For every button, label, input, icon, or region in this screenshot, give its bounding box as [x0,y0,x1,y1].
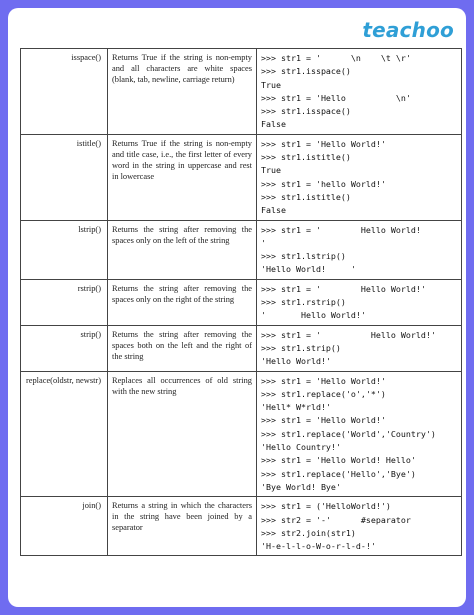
method-name-cell: replace(oldstr, newstr) [21,371,108,497]
method-name-cell: join() [21,497,108,556]
table-row [21,497,462,556]
method-description-cell: Returns a string in which the characters in the string have been joined by a separator [108,497,257,556]
code-line: True [261,165,281,176]
code-line: >>> str1.replace('o','*') [261,388,386,399]
code-line: 'H-e-l-l-o-W-o-r-l-d-!' [261,541,376,552]
document-sheet [8,8,466,607]
code-line: ' Hello World!' [261,310,366,321]
table-row [21,279,462,325]
method-name-cell: istitle() [21,134,108,220]
method-description-cell: Returns the string after removing the spaces both on the left and the right of the string [108,325,257,371]
code-line: >>> str1 = ' Hello World!' [261,329,436,340]
example-code-cell [257,220,462,279]
code-line: >>> str1 = 'Hello \n' [261,92,411,103]
code-line: 'Hello World! ' [261,264,356,275]
code-line: >>> str1.rstrip() [261,297,346,308]
code-line: 'Hello Country!' [261,442,341,453]
code-line: 'Hello World!' [261,356,331,367]
code-line: >>> str2.join(str1) [261,527,356,538]
table-row [21,134,462,220]
code-line: >>> str1 = 'hello World!' [261,178,386,189]
code-line: >>> str1 = ' Hello World!' [261,283,426,294]
code-line: >>> str1 = ('HelloWorld!') [261,501,391,512]
method-name-cell: isspace() [21,49,108,135]
code-line: >>> str1.replace('World','Country') [261,428,436,439]
method-description-cell: Returns True if the string is non-empty and title case, i.e., the first letter of every word in the string in uppercase and rest in lowercase [108,134,257,220]
table-row [21,220,462,279]
example-code-cell [257,371,462,497]
code-line: ' [261,237,266,248]
method-name-cell: rstrip() [21,279,108,325]
code-line: >>> str1.isspace() [261,66,351,77]
method-description-cell: Returns True if the string is non-empty and all characters are white spaces (blank, tab, newline, carriage return) [108,49,257,135]
code-line: >>> str1 = 'Hello World!' [261,415,386,426]
code-line: >>> str1.istitle() [261,191,351,202]
code-line: >>> str1.strip() [261,342,341,353]
table-row [21,371,462,497]
code-line: True [261,79,281,90]
method-description-cell: Returns the string after removing the spaces only on the left of the string [108,220,257,279]
method-name-cell: strip() [21,325,108,371]
example-code-cell [257,325,462,371]
example-code-cell [257,497,462,556]
table-body [21,49,462,556]
method-name-cell: lstrip() [21,220,108,279]
example-code-cell [257,279,462,325]
code-line: >>> str1.replace('Hello','Bye') [261,468,416,479]
code-line: False [261,205,286,216]
code-line: 'Hell* W*rld!' [261,402,331,413]
code-line: >>> str1.istitle() [261,152,351,163]
example-code-cell [257,49,462,135]
code-line: >>> str1.lstrip() [261,251,346,262]
code-line: >>> str1 = 'Hello World!' [261,138,386,149]
string-methods-table [20,48,462,556]
code-line: >>> str2 = '-' #separator [261,514,411,525]
code-line: 'Bye World! Bye' [261,481,341,492]
code-line: >>> str1 = ' Hello World! [261,224,421,235]
table-row [21,49,462,135]
example-code-cell [257,134,462,220]
code-line: >>> str1 = ' \n \t \r' [261,53,411,63]
code-line: False [261,119,286,130]
code-line: >>> str1 = 'Hello World! Hello' [261,455,416,466]
brand-logo: teachoo [362,18,454,42]
method-description-cell: Returns the string after removing the spaces only on the right of the string [108,279,257,325]
table-row [21,325,462,371]
method-description-cell: Replaces all occurrences of old string with the new string [108,371,257,497]
code-line: >>> str1 = 'Hello World!' [261,375,386,386]
code-line: >>> str1.isspace() [261,106,351,117]
